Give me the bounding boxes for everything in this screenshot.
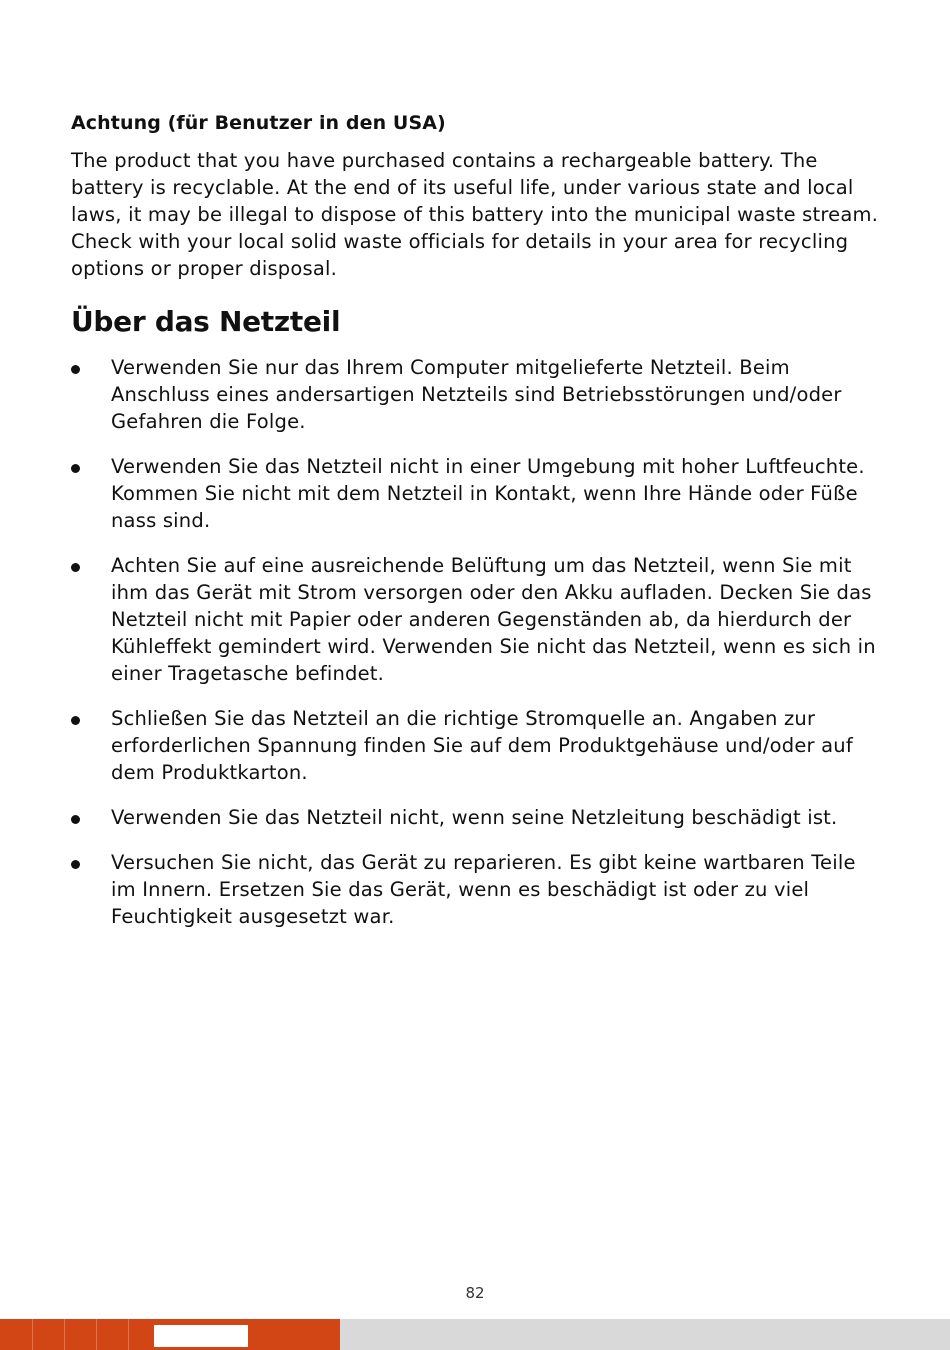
list-item-text: Verwenden Sie das Netzteil nicht, wenn seine Netzleitung beschädigt ist.	[111, 806, 838, 829]
bullet-icon	[71, 563, 80, 572]
page-content	[71, 110, 886, 948]
bullet-icon	[71, 860, 80, 869]
list-item	[71, 453, 886, 534]
list-item	[71, 804, 886, 831]
footer-bar	[0, 1319, 950, 1350]
footer-divider	[32, 1319, 33, 1350]
list-item	[71, 705, 886, 786]
footer-divider	[128, 1319, 129, 1350]
list-item-text: Achten Sie auf eine ausreichende Belüftung um das Netzteil, wenn Sie mit ihm das Gerät mit Strom versorgen oder den Akku aufladen. Decken Sie das Netzteil nicht mit Papier oder anderen Gegenständen ab, da hierdurch der Kühleffekt gemindert wird. Verwenden Sie nicht das Netzteil, wenn es sich in einer Tragetasche befindet.	[111, 554, 876, 685]
bullet-icon	[71, 365, 80, 374]
bullet-icon	[71, 815, 80, 824]
list-item	[71, 849, 886, 930]
list-item-text: Verwenden Sie nur das Ihrem Computer mitgelieferte Netzteil. Beim Anschluss eines andersartigen Netzteils sind Betriebsstörungen und/oder Gefahren die Folge.	[111, 356, 842, 433]
notice-heading: Achtung (für Benutzer in den USA)	[71, 112, 446, 134]
footer-marker	[154, 1325, 248, 1347]
notice-body: The product that you have purchased contains a rechargeable battery. The battery is recyclable. At the end of its useful life, under various state and local laws, it may be illegal to dispose of this battery into the municipal waste stream. Check with your local solid waste officials for details in your area for recycling options or proper disposal.	[71, 149, 879, 280]
bullet-icon	[71, 464, 80, 473]
list-item-text: Versuchen Sie nicht, das Gerät zu reparieren. Es gibt keine wartbaren Teile im Innern. Ersetzen Sie das Gerät, wenn es beschädigt ist oder zu viel Feuchtigkeit ausgesetzt war.	[111, 851, 856, 928]
list-item-text: Schließen Sie das Netzteil an die richtige Stromquelle an. Angaben zur erforderlichen Spannung finden Sie auf dem Produktgehäuse und/oder auf dem Produktkarton.	[111, 707, 853, 784]
footer-divider	[64, 1319, 65, 1350]
bullet-list	[71, 354, 886, 930]
bullet-icon	[71, 716, 80, 725]
page-number: 82	[465, 1284, 485, 1302]
list-item-text: Verwenden Sie das Netzteil nicht in einer Umgebung mit hoher Luftfeuchte. Kommen Sie nicht mit dem Netzteil in Kontakt, wenn Ihre Hände oder Füße nass sind.	[111, 455, 865, 532]
footer-divider	[96, 1319, 97, 1350]
list-item	[71, 354, 886, 435]
list-item	[71, 552, 886, 687]
section-title: Über das Netzteil	[71, 305, 341, 338]
